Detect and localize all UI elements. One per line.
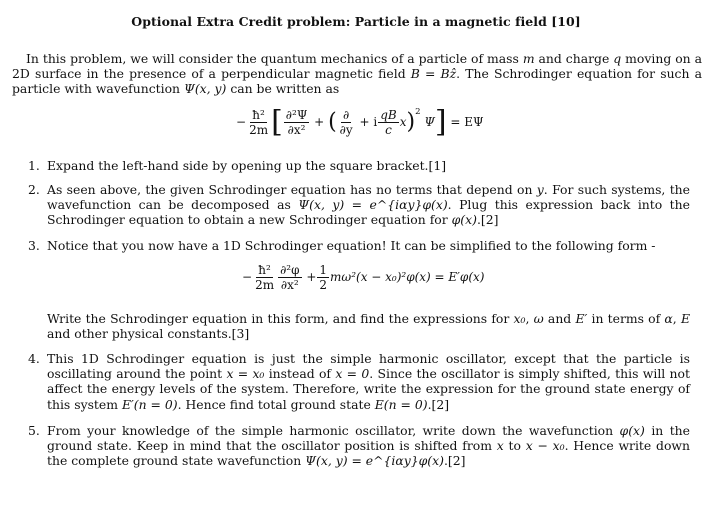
x-equals-x0: x = x₀ <box>226 366 265 382</box>
d2phi: ∂²φ <box>280 263 300 277</box>
second-derivative <box>278 264 301 291</box>
harmonic-oscillator-equation <box>242 264 484 291</box>
intro-text: moving on a 2D surface in the presence of a perpendicular magnetic field <box>12 51 702 82</box>
x0-symbol: x₀ <box>513 311 526 326</box>
item-text-part: in the ground state. Keep in mind that the oscillator position is shifted from <box>47 423 690 454</box>
qB: qB <box>380 108 397 122</box>
e-n0: E(n = 0) <box>374 396 428 412</box>
item-text-part: . Since the oscillator is simply shifted, this will not affect the energy levels of the system. Therefore, write the expression for the ground state energy of this system <box>47 366 690 412</box>
item-number: 2. <box>28 182 40 197</box>
item-text-part: to <box>503 438 526 454</box>
alpha-symbol: α <box>664 311 673 326</box>
item-text <box>47 311 690 341</box>
item-text <box>47 423 690 469</box>
x-minus-x0: x − x₀ <box>525 438 565 454</box>
item-text <box>47 182 690 228</box>
item-text-part: This 1D Schrodinger equation is just the simple harmonic oscillator, except that the particle is oscillating around the point <box>47 351 690 382</box>
item-number: 3. <box>28 238 40 253</box>
two-m: 2m <box>249 123 269 137</box>
speed-of-light: c <box>385 123 392 137</box>
y-var: y <box>536 182 544 197</box>
one: 1 <box>319 263 328 277</box>
item-text-part: , <box>525 311 534 326</box>
partial-y <box>338 109 355 136</box>
magnetic-field-expr: B = Bẑ <box>410 66 457 82</box>
hbar-squared: ħ² <box>258 263 271 277</box>
item-text: Notice that you now have a 1D Schrodinger equation! It can be simplified to the following form - <box>47 238 656 253</box>
plus-sign: + <box>306 270 317 284</box>
psi-symbol: Ψ <box>424 115 435 129</box>
intro-paragraph <box>12 51 702 97</box>
square-exponent: 2 <box>415 107 421 117</box>
charge-symbol: q <box>613 51 622 66</box>
item-number: 1. <box>28 158 40 173</box>
energy-rhs: = EΨ <box>450 115 484 129</box>
hbar-squared: ħ² <box>252 108 265 122</box>
item-text-part: . For such systems, the wavefunction can be decomposed as <box>47 182 690 213</box>
intro-text: . The Schrodinger equation for such a particle with wavefunction <box>12 66 702 97</box>
hbar-over-2m <box>253 264 276 291</box>
right-bracket: ] <box>434 104 447 140</box>
omega-symbol: ω <box>533 311 544 326</box>
two-m: 2m <box>255 278 275 292</box>
one-half <box>317 264 329 291</box>
problem-title: Optional Extra Credit problem: Particle in a magnetic field [10] <box>131 14 581 29</box>
second-derivative <box>284 109 310 136</box>
left-bracket: [ <box>271 104 283 140</box>
plus-i: + i <box>359 115 378 129</box>
hbar-over-2m <box>247 109 270 136</box>
dx2: ∂x² <box>280 278 299 292</box>
dy: ∂y <box>339 123 353 137</box>
d2psi: ∂²Ψ <box>285 108 308 122</box>
eprime-n0: E′(n = 0) <box>121 396 178 412</box>
item-text <box>47 351 690 412</box>
right-paren: ) <box>406 109 416 135</box>
intro-text: In this problem, we will consider the quantum mechanics of a particle of mass <box>26 51 523 66</box>
potential-and-rhs: mω²(x − x₀)²φ(x) = E′φ(x) <box>330 270 485 284</box>
item-text-part: . Plug this expression back into the Schrodinger equation to obtain a new Schrodinger equation for <box>47 197 690 228</box>
intro-text: and charge <box>534 51 614 66</box>
wavefunction-symbol: Ψ(x, y) <box>183 81 227 97</box>
item-text-part: . Hence find total ground state <box>177 396 375 412</box>
schrodinger-equation <box>236 104 484 140</box>
plus-sign: + <box>314 115 325 129</box>
item-text: Expand the left-hand side by opening up the square bracket.[1] <box>47 158 447 173</box>
item-text-part: .[2] <box>427 396 450 412</box>
phi-expr: φ(x) <box>451 212 477 228</box>
item-text-part: .[2] <box>476 212 499 228</box>
minus-sign: − <box>236 115 247 129</box>
item-text-part: Write the Schrodinger equation in this form, and find the expressions for <box>47 311 514 326</box>
minus-sign: − <box>242 270 253 284</box>
item-text-part: .[2] <box>443 453 466 469</box>
intro-text: can be written as <box>226 81 340 97</box>
item-text-part: and <box>543 311 576 326</box>
dx2: ∂x² <box>287 123 306 137</box>
item-text-part: . Hence write down the complete ground state wavefunction <box>47 438 690 469</box>
qB-over-c <box>378 109 399 136</box>
partial: ∂ <box>343 108 350 122</box>
item-text-part: , <box>672 311 681 326</box>
item-text-part: in terms of <box>587 311 665 326</box>
item-number: 5. <box>28 423 40 438</box>
x-equals-0: x = 0 <box>335 366 370 382</box>
decomposition-expr: Ψ(x, y) = e^{iαy}φ(x) <box>298 197 448 213</box>
mass-symbol: m <box>522 51 535 66</box>
item-text-part: From your knowledge of the simple harmonic oscillator, write down the wavefunction <box>47 423 620 438</box>
x-var: x <box>399 115 407 129</box>
x-var: x <box>496 438 504 454</box>
left-paren: ( <box>328 109 337 135</box>
item-text-part: and other physical constants.[3] <box>47 326 250 342</box>
item-text-part: As seen above, the given Schrodinger equation has no terms that depend on <box>47 182 537 197</box>
phi-expr: φ(x) <box>619 423 645 438</box>
full-wavefunction-expr: Ψ(x, y) = e^{iαy}φ(x) <box>305 453 444 469</box>
item-text-part: instead of <box>264 366 336 382</box>
energy-symbol: E <box>680 311 690 326</box>
eprime-symbol: E′ <box>575 311 588 326</box>
two: 2 <box>319 278 328 292</box>
item-number: 4. <box>28 351 40 366</box>
